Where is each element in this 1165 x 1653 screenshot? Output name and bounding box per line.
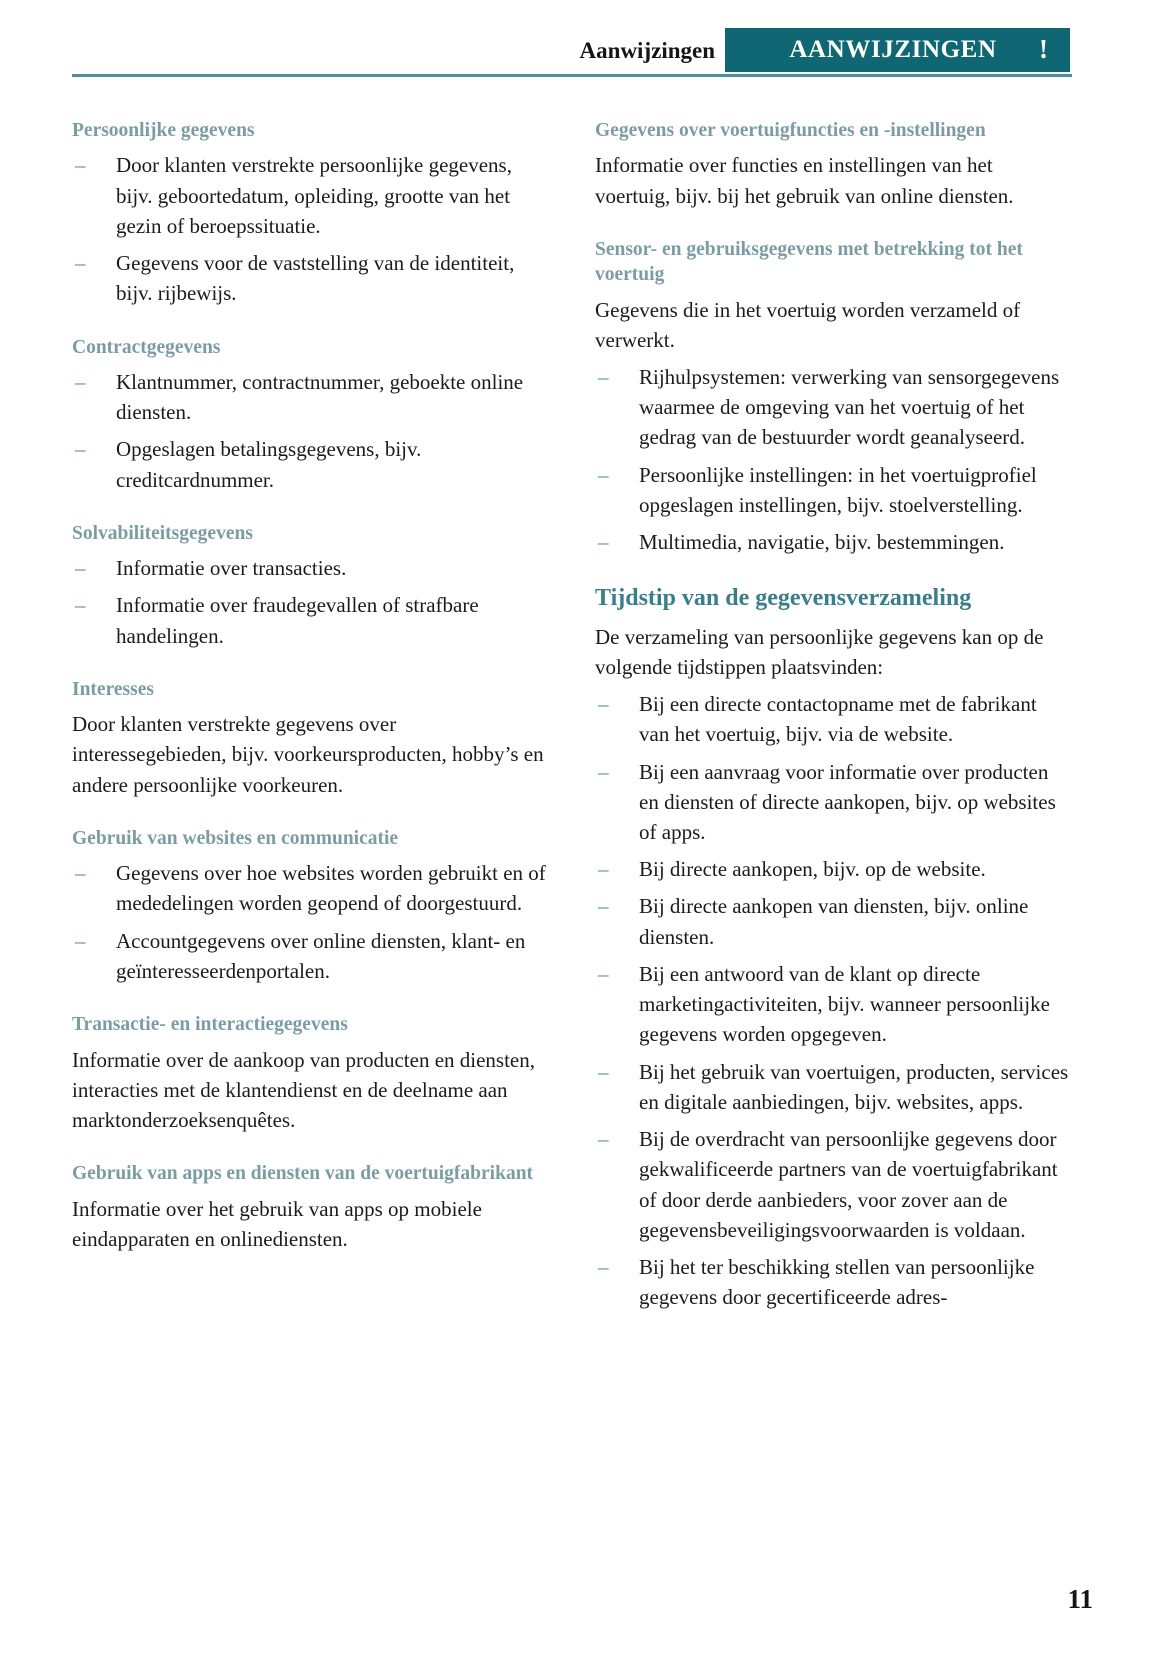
list-item-text: Multimedia, navigatie, bijv. bestemmingen. (639, 530, 1005, 555)
sub-heading: Sensor- en gebruiksgegevens met betrekking tot het voertuig (595, 238, 1023, 286)
page-header (0, 0, 1165, 90)
dash-list (595, 689, 1072, 1312)
dash-list (595, 362, 1072, 557)
dash-list (72, 150, 549, 308)
paragraph: Informatie over het gebruik van apps op mobiele eindapparaten en onlinediensten. (72, 1196, 482, 1251)
content-block (72, 677, 549, 800)
paragraph: Informatie over de aankoop van producten en diensten, interacties met de klantendienst en de deelname aan marktonderzoeksenquêtes. (72, 1047, 535, 1132)
list-item (72, 150, 549, 241)
content-block (595, 237, 1072, 558)
dash-bullet-icon: – (75, 861, 86, 886)
content-block (595, 583, 1072, 1312)
list-item (72, 553, 549, 583)
content-block (72, 826, 549, 986)
list-item-text: Bij het gebruik van voertuigen, producten, services en digitale aanbiedingen, bijv. websites, apps. (639, 1059, 1069, 1114)
sub-heading: Transactie- en interactiegegevens (72, 1014, 348, 1036)
content-block (72, 118, 549, 309)
dash-bullet-icon: – (598, 961, 609, 986)
dash-bullet-icon: – (598, 1255, 609, 1280)
paragraph: De verzameling van persoonlijke gegevens kan op de volgende tijdstippen plaatsvinden: (595, 624, 1044, 679)
list-item-text: Informatie over fraudegevallen of strafbare handelingen. (116, 593, 479, 648)
dash-bullet-icon: – (598, 894, 609, 919)
dash-bullet-icon: – (75, 437, 86, 462)
list-item (72, 590, 549, 650)
dash-list (72, 858, 549, 986)
list-item (595, 959, 1072, 1050)
sub-heading: Interesses (72, 678, 154, 700)
header-divider (72, 74, 1072, 77)
sub-heading: Gegevens over voertuigfuncties en -instellingen (595, 120, 986, 141)
list-item-text: Bij directe aankopen, bijv. op de website. (639, 857, 986, 882)
list-item (595, 527, 1072, 557)
content-block (72, 1161, 549, 1254)
dash-bullet-icon: – (598, 462, 609, 487)
list-item (72, 248, 549, 308)
list-item-text: Gegevens over hoe websites worden gebruikt en of mededelingen worden geopend of doorgestuurd. (116, 861, 546, 916)
list-item (595, 362, 1072, 453)
dash-bullet-icon: – (598, 1059, 609, 1084)
list-item (72, 367, 549, 427)
dash-bullet-icon: – (75, 369, 86, 394)
dash-bullet-icon: – (75, 928, 86, 953)
list-item (595, 891, 1072, 951)
header-chapter-band (725, 28, 1070, 72)
dash-bullet-icon: – (75, 251, 86, 276)
list-item-text: Bij directe aankopen van diensten, bijv. online diensten. (639, 894, 1029, 949)
list-item-text: Accountgegevens over online diensten, klant- en geïnteresseerdenportalen. (116, 928, 526, 983)
list-item-text: Rijhulpsystemen: verwerking van sensorgegevens waarmee de omgeving van het voertuig of het gedrag van de bestuurder wordt geanalyseerd. (639, 364, 1060, 450)
dash-bullet-icon: – (598, 1127, 609, 1152)
paragraph: Door klanten verstrekte gegevens over interessegebieden, bijv. voorkeursproducten, hobby’s en andere persoonlijke voorkeuren. (72, 712, 544, 797)
list-item (595, 854, 1072, 884)
dash-bullet-icon: – (75, 153, 86, 178)
content-block (72, 1012, 549, 1135)
right-column (595, 118, 1072, 1338)
list-item-text: Opgeslagen betalingsgegevens, bijv. creditcardnummer. (116, 437, 422, 492)
list-item (595, 1252, 1072, 1312)
list-item-text: Klantnummer, contractnummer, geboekte online diensten. (116, 369, 524, 425)
list-item-text: Bij een antwoord van de klant op directe marketingactiviteiten, bijv. wanneer persoonlijke gegevens worden opgegeven. (639, 961, 1050, 1047)
list-item-text: Bij de overdracht van persoonlijke gegevens door gekwalificeerde partners van de voertuigfabrikant of door derde aanbieders, voor zover aan de gegevensbeveiligingsvoorwaarden is voldaan. (639, 1127, 1058, 1242)
list-item-text: Gegevens voor de vaststelling van de identiteit, bijv. rijbewijs. (116, 251, 515, 306)
section-heading: Tijdstip van de gegevensverzameling (595, 585, 972, 612)
list-item-text: Bij het ter beschikking stellen van persoonlijke gegevens door gecertificeerde adres- (639, 1255, 1035, 1310)
page-number: 11 (1067, 1584, 1093, 1614)
dash-bullet-icon: – (598, 530, 609, 555)
header-band-title: AANWIJZINGEN (789, 36, 997, 63)
header-chapter-label: Aanwijzingen (579, 38, 715, 63)
sub-heading: Solvabiliteitsgegevens (72, 522, 253, 544)
dash-list (72, 367, 549, 495)
dash-bullet-icon: – (598, 364, 609, 389)
list-item-text: Informatie over transacties. (116, 556, 347, 581)
sub-heading: Gebruik van apps en diensten van de voertuigfabrikant (72, 1163, 534, 1185)
left-column (72, 118, 549, 1338)
sub-heading: Gebruik van websites en communicatie (72, 827, 399, 849)
sub-heading: Contractgegevens (72, 336, 221, 358)
dash-bullet-icon: – (598, 857, 609, 882)
paragraph: Gegevens die in het voertuig worden verzameld of verwerkt. (595, 297, 1021, 352)
sub-heading: Persoonlijke gegevens (72, 120, 255, 141)
dash-bullet-icon: – (75, 593, 86, 618)
list-item (595, 689, 1072, 749)
content-block (595, 118, 1072, 211)
list-item (595, 1057, 1072, 1117)
list-item (595, 757, 1072, 848)
list-item (72, 434, 549, 494)
list-item (72, 858, 549, 918)
list-item-text: Bij een aanvraag voor informatie over producten en diensten of directe aankopen, bijv. op websites of apps. (639, 759, 1056, 844)
content-block (72, 521, 549, 651)
dash-bullet-icon: – (75, 556, 86, 581)
list-item-text: Bij een directe contactopname met de fabrikant van het voertuig, bijv. via de website. (639, 692, 1037, 747)
content-block (72, 335, 549, 495)
list-item-text: Door klanten verstrekte persoonlijke gegevens, bijv. geboortedatum, opleiding, grootte van het gezin of beroepssituatie. (116, 153, 512, 238)
list-item (595, 460, 1072, 520)
page-content (72, 118, 1072, 1338)
dash-list (72, 553, 549, 651)
list-item (595, 1124, 1072, 1245)
list-item-text: Persoonlijke instellingen: in het voertuigprofiel opgeslagen instellingen, bijv. stoelverstelling. (639, 462, 1037, 517)
dash-bullet-icon: – (598, 692, 609, 717)
exclamation-icon: ! (1039, 33, 1048, 64)
dash-bullet-icon: – (598, 759, 609, 784)
paragraph: Informatie over functies en instellingen van het voertuig, bijv. bij het gebruik van online diensten. (595, 153, 1014, 208)
list-item (72, 926, 549, 986)
